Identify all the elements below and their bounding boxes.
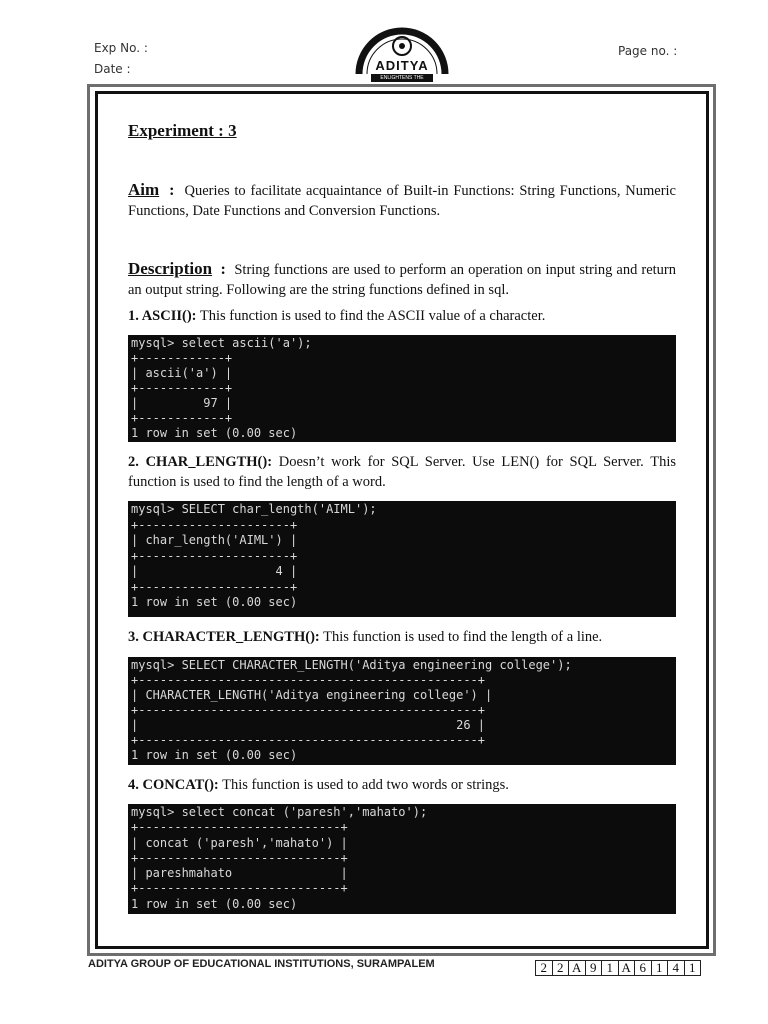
roll-number-digit: A xyxy=(569,960,586,976)
terminal-output-concat: mysql> select concat ('paresh','mahato'); +----------------------------+ | concat ('paresh','mahato') | +----------------------------+ | pareshmahato | +----------------------------+ 1 row in set (0.00 sec) xyxy=(128,804,676,914)
section-heading: 1. ASCII(): xyxy=(128,308,197,324)
aim-paragraph: Aim : Queries to facilitate acquaintance of Built-in Functions: String Functions, Numeric Functions, Date Functions and Conversion Functions. xyxy=(128,180,676,219)
description-text: String functions are used to perform an operation on input string and return an output string. Following are the string functions defined in sql. xyxy=(128,262,677,298)
roll-number-digit: 1 xyxy=(602,960,619,976)
terminal-output-ascii: mysql> select ascii('a'); +------------+ | ascii('a') | +------------+ | 97 | +------------+ 1 row in set (0.00 sec) xyxy=(128,335,676,442)
terminal-output-character-length: mysql> SELECT CHARACTER_LENGTH('Aditya engineering college'); +-----------------------------------------------+ | CHARACTER_LENGTH('Aditya engineering college') | +-----------------------------------------------+ | 26 | +-----------------------------------------------+ 1 row in set (0.00 sec) xyxy=(128,657,676,765)
section-character-length xyxy=(128,627,676,647)
institution-footer: ADITYA GROUP OF EDUCATIONAL INSTITUTIONS, SURAMPALEM xyxy=(88,958,435,970)
description-label: Description xyxy=(128,259,213,278)
section-char-length xyxy=(128,452,676,492)
roll-number-digit: 2 xyxy=(553,960,570,976)
section-heading: 4. CONCAT(): xyxy=(128,777,219,793)
aim-label: Aim xyxy=(128,180,160,199)
roll-number-boxes xyxy=(535,960,701,976)
experiment-title: Experiment : 3 xyxy=(128,121,237,140)
section-heading: 2. CHAR_LENGTH(): xyxy=(128,454,273,470)
logo-wordmark: ADITYA xyxy=(375,58,429,73)
section-concat xyxy=(128,775,676,795)
roll-number-digit: 4 xyxy=(668,960,685,976)
section-ascii xyxy=(128,306,676,326)
roll-number-digit: 9 xyxy=(586,960,603,976)
college-logo xyxy=(353,24,451,89)
date-label: Date : xyxy=(94,62,131,76)
roll-number-digit: 6 xyxy=(635,960,652,976)
section-heading: 3. CHARACTER_LENGTH(): xyxy=(128,629,320,645)
page-no-label: Page no. : xyxy=(618,44,678,58)
description-paragraph: Description : String functions are used to perform an operation on input string and return an output string. Following are the string functions defined in sql. xyxy=(128,259,677,298)
terminal-output-char-length: mysql> SELECT char_length('AIML'); +---------------------+ | char_length('AIML') | +---------------------+ | 4 | +---------------------+ 1 row in set (0.00 sec) xyxy=(128,501,676,617)
roll-number-digit: A xyxy=(619,960,636,976)
section-text: This function is used to find the ASCII value of a character. xyxy=(199,308,546,324)
roll-number-digit: 1 xyxy=(685,960,702,976)
aim-text: Queries to facilitate acquaintance of Built-in Functions: String Functions, Numeric Functions, Date Functions and Conversion Functions. xyxy=(128,183,676,219)
logo-tagline: ENLIGHTENS THE NESCIENCE xyxy=(371,74,433,82)
section-text: This function is used to find the length of a line. xyxy=(323,629,603,645)
exp-no-label: Exp No. : xyxy=(94,41,148,55)
section-text: Doesn’t work for SQL Server. Use LEN() for SQL Server. This function is used to find the length of a word. xyxy=(128,454,676,490)
roll-number-digit: 2 xyxy=(536,960,553,976)
section-text: This function is used to add two words or strings. xyxy=(222,777,509,793)
roll-number-digit: 1 xyxy=(652,960,669,976)
